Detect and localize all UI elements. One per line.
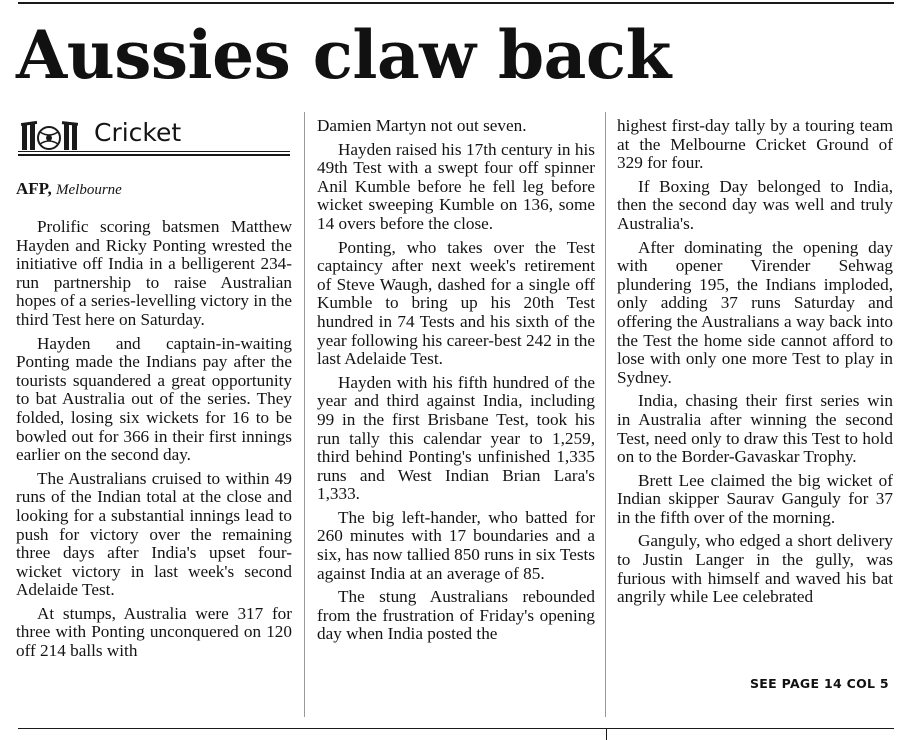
- byline-agency: AFP,: [16, 179, 52, 198]
- continuation-jump-line: SEE PAGE 14 COL 5: [750, 676, 889, 691]
- article-column-2: [317, 117, 595, 644]
- top-rule: [18, 2, 894, 4]
- bottom-rule-tick: [606, 728, 607, 740]
- paragraph: Ganguly, who edged a short delivery to Justin Langer in the gully, was furious with himself and waved his bat angrily while Lee celebrated: [617, 531, 893, 607]
- paragraph: highest first-day tally by a touring team at the Melbourne Cricket Ground of 329 for four.: [617, 116, 893, 173]
- byline: [16, 178, 122, 201]
- paragraph: The stung Australians rebounded from the frustration of Friday's opening day when India posted the: [317, 587, 595, 644]
- paragraph: Prolific scoring batsmen Matthew Hayden and Ricky Ponting wrested the initiative off India in a belligerent 234-run partnership to raise Australian hopes of a series-levelling victory in the third Test here on Saturday.: [16, 217, 292, 329]
- paragraph: If Boxing Day belonged to India, then the second day was well and truly Australia's.: [617, 176, 893, 233]
- paragraph: The Australians cruised to within 49 runs of the Indian total at the close and looking for a substantial innings lead to push for victory over the remaining three days after India's upset four-wicket victory in last week's second Adelaide Test.: [16, 468, 292, 600]
- paragraph: India, chasing their first series win in Australia after winning the second Test, need only to draw this Test to hold on to the Border-Gavaskar Trophy.: [617, 391, 893, 467]
- paragraph: Hayden raised his 17th century in his 49th Test with a swept four off spinner Anil Kumble before he fell leg before wicket sweeping Kumble on 136, some 14 overs before the close.: [317, 139, 595, 233]
- paragraph: At stumps, Australia were 317 for three with Ponting unconquered on 120 off 214 balls with: [16, 603, 292, 661]
- section-header: [18, 112, 290, 156]
- paragraph: The big left-hander, who batted for 260 minutes with 17 boundaries and a six, has now tallied 850 runs in six Tests against India at an average of 85.: [317, 507, 595, 583]
- cricket-stumps-ball-icon: [18, 118, 88, 150]
- article-column-1: [16, 218, 292, 661]
- column-divider: [304, 112, 305, 717]
- column-divider: [605, 112, 606, 717]
- section-label: Cricket: [94, 118, 182, 147]
- article-column-3: [617, 117, 893, 607]
- section-rule: [18, 151, 290, 152]
- paragraph: Brett Lee claimed the big wicket of Indian skipper Saurav Ganguly for 37 in the fifth over of the morning.: [617, 470, 893, 527]
- headline: Aussies claw back: [16, 16, 671, 94]
- paragraph: Ponting, who takes over the Test captaincy after next week's retirement of Steve Waugh, dashed for a single off Kumble to bring up his 20th Test hundred in 74 Tests and his sixth of the year following his career-best 242 in the last Adelaide Test.: [317, 237, 595, 369]
- paragraph: After dominating the opening day with opener Virender Sehwag plundering 195, the Indians imploded, only adding 37 runs Saturday and offering the Australians a way back into the Test the home side cannot afford to lose with only one more Test to play in Sydney.: [617, 237, 893, 387]
- bottom-rule: [18, 728, 894, 729]
- paragraph: Hayden with his fifth hundred of the year and third against India, including 99 in the first Brisbane Test, took his run tally this calendar year to 1,259, third behind Ponting's unfinished 1,335 runs and West Indian Brian Lara's 1,333.: [317, 372, 595, 504]
- section-rule: [18, 154, 290, 156]
- byline-place: Melbourne: [56, 182, 122, 198]
- paragraph: Hayden and captain-in-waiting Ponting made the Indians pay after the tourists squandered a great opportunity to bat Australia out of the series. They folded, losing six wickets for 16 to be bowled out for 366 in their first innings earlier on the second day.: [16, 333, 292, 465]
- paragraph: Damien Martyn not out seven.: [317, 116, 527, 135]
